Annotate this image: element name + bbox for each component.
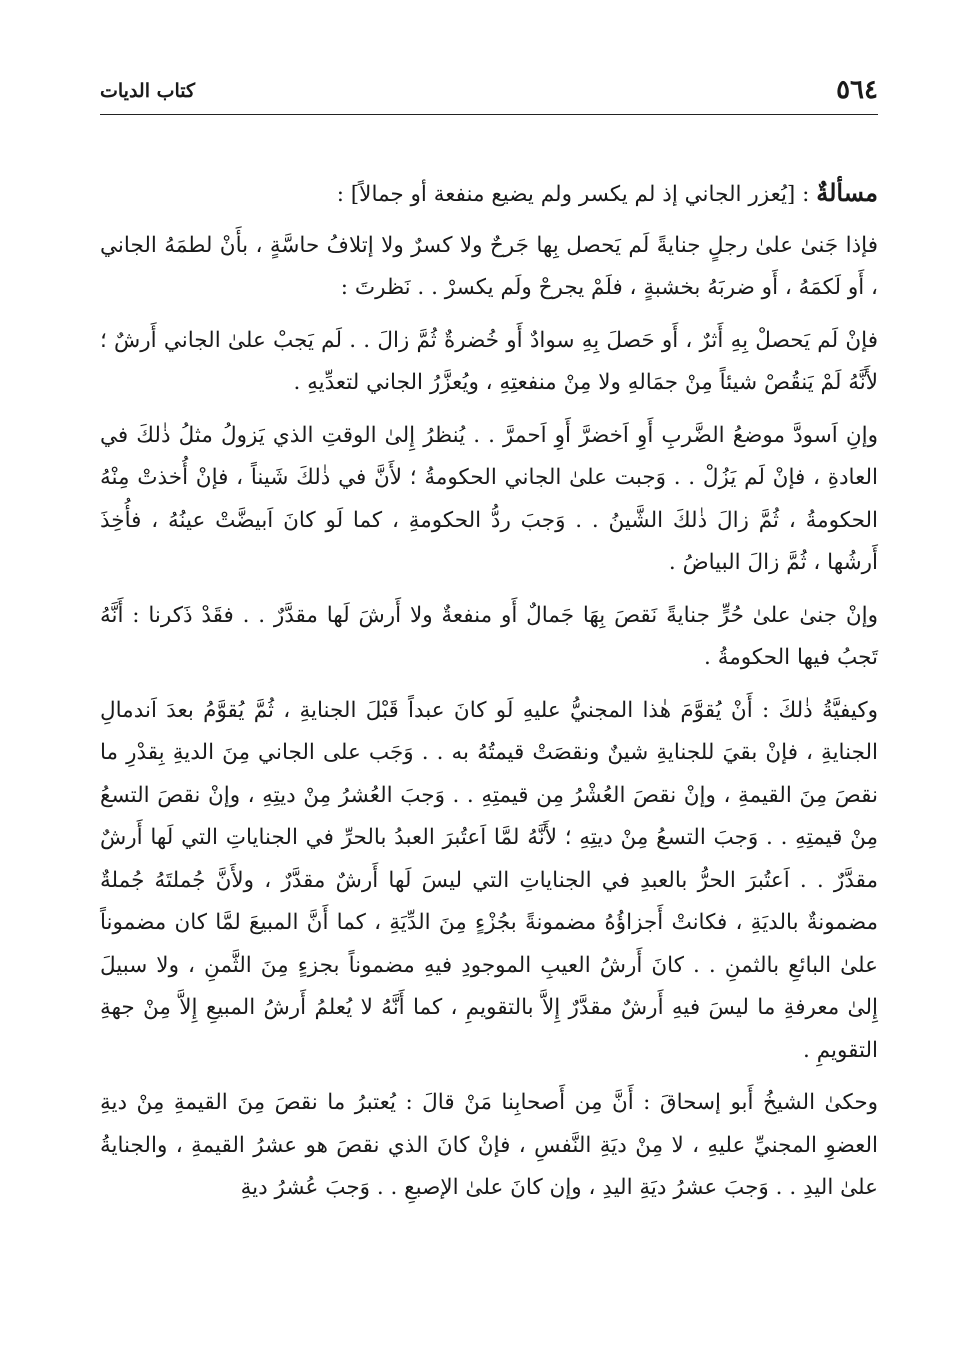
paragraph-6: وحكىٰ الشيخُ أَبو إسحاقَ : أَنَّ مِن أَصحابِنا مَنْ قالَ : يُعتبرُ ما نقصَ مِنَ القيمةِ مِنْ ديةِ العضوِ المجنيِّ عليهِ ، لا مِنْ ديَةِ النَّفسِ ، فإنْ كانَ الذي نقصَ هو عشرُ القيمةِ ، والجنايةُ علىٰ اليدِ . . وَجبَ عشرُ ديَةِ اليدِ ، وإن كانَ علىٰ الإصبعِ . . وَجبَ عُشرُ ديةِ	[100, 1090, 878, 1200]
paragraph-5: وكيفيَّةُ ذٰلكَ : أَنْ يُقوَّمَ هٰذا المجنيُّ عليهِ لَو كانَ عبداً قَبْلَ الجنايةِ ، ثُمَّ يُقوَّمُ بعدَ اَندمالِ الجنايةِ ، فإنْ بقيَ للجنايةِ شينٌ ونقصَتْ قيمتُهُ به . . وَجَب على الجاني مِنَ الديةِ بِقدْرِ ما نقصَ مِنَ القيمةِ ، وإنْ نقصَ العُشْرُ مِن قيمتِهِ . . وَجبَ العُشرُ مِنْ ديتِهِ ، وإنْ نقصَ التسعُ مِنْ قيمتِهِ . . وَجبَ التسعُ مِنْ ديتِهِ ؛ لأَنَّهُ لمَّا اَعتُبرَ العبدُ بالحرِّ في الجناياتِ التي لَها أَرشٌ مقدَّرٌ . . اَعتُبرَ الحرُّ بالعبدِ في الجناياتِ التي ليسَ لَها أَرشٌ مقدَّرٌ ، ولأَنَّ جُملتَهُ جُملةٌ مضمونةٌ بالديَةِ ، فكانتْ أَجزاؤُهُ مضمونةً بجُزْءٍ مِنَ الدِّيَةِ ، كما أَنَّ المبيعَ لمَّا كان مضموناً علىٰ البائعِ بالثمنِ . . كانَ أَرشُ العيبِ الموجودِ فيهِ مضموناً بجزءٍ مِنَ الثَّمنِ ، ولا سبيلَ إِلىٰ معرفةِ ما ليسَ فيهِ أَرشٌ مقدَّرٌ إِلاَّ بالتقويمِ ، كما أَنَّهُ لا يُعلمُ أَرشُ المبيعِ إِلاَّ مِنْ جهةِ التقويمِ .	[100, 697, 878, 1063]
paragraph-3: وإنِ اَسودَّ موضعُ الضَّربِ أَوِ اَخضرَّ أَوِ اَحمرَّ . . يُنظرُ إِلىٰ الوقتِ الذي يَزولُ مثلُ ذٰلكَ في العادةِ ، فإنْ لَم يَزُلْ . . وَجبت علىٰ الجاني الحكومةُ ؛ لأَنَّ في ذٰلكَ شَيناً ، فإنْ أُخذتْ مِنْهُ الحكومةُ ، ثُمَّ زالَ ذٰلكَ الشَّينُ . . وَجبَ ردُّ الحكومةِ ، كما لَو كانَ اَبيضَّتْ عينُهُ ، فأُخِذَ أَرشُها ، ثُمَّ زالَ البياضُ .	[100, 422, 878, 575]
page-number: ٥٦٤	[836, 75, 878, 105]
masala-title: : [يُعزر الجاني إذ لم يكسر ولم يضيع منفعة أو جمالاً] :	[336, 182, 817, 207]
masala-label: مسألةٌ	[816, 178, 878, 207]
running-title: كتاب الديات	[100, 80, 196, 102]
paragraph-4: وإنْ جنىٰ علىٰ حُرٍّ جنايةً نَقصَ بِهَا جَمالٌ أَو منفعةٌ ولا أَرشَ لَها مقدَّرٌ . . فقَدْ ذَكرنا : أَنَّهُ تَجبُ فيها الحكومةُ .	[100, 602, 878, 670]
masala-heading	[100, 172, 878, 217]
header-divider	[100, 114, 878, 115]
page-header	[100, 68, 878, 112]
paragraph-1: فإذا جَنىٰ علىٰ رجلٍ جنايةً لَم يَحصل بِها جَرحٌ ولا كسرٌ ولا إتلافُ حاسَّةٍ ، بأَنْ لطمَهُ الجاني ، أَو لَكمَهُ ، أَو ضربَهُ بخشبةٍ ، فلَمْ يجرحْ ولَم يكسرْ . . نَظرتَ :	[100, 232, 878, 300]
paragraph-2: فإنْ لَم يَحصلْ بِهِ أَثرٌ ، أَو حَصلَ بِهِ سوادٌ أَو خُضرةٌ ثُمَّ زالَ . . لَم يَجبْ علىٰ الجاني أَرشٌ ؛ لأَنَّهُ لَمْ يَنقُصْ شيئاً مِنْ جمَالهِ ولا مِنْ منفعتِهِ ، ويُعزَّرُ الجاني لتعدِّيهِ .	[100, 327, 878, 395]
body-text	[100, 172, 878, 1220]
